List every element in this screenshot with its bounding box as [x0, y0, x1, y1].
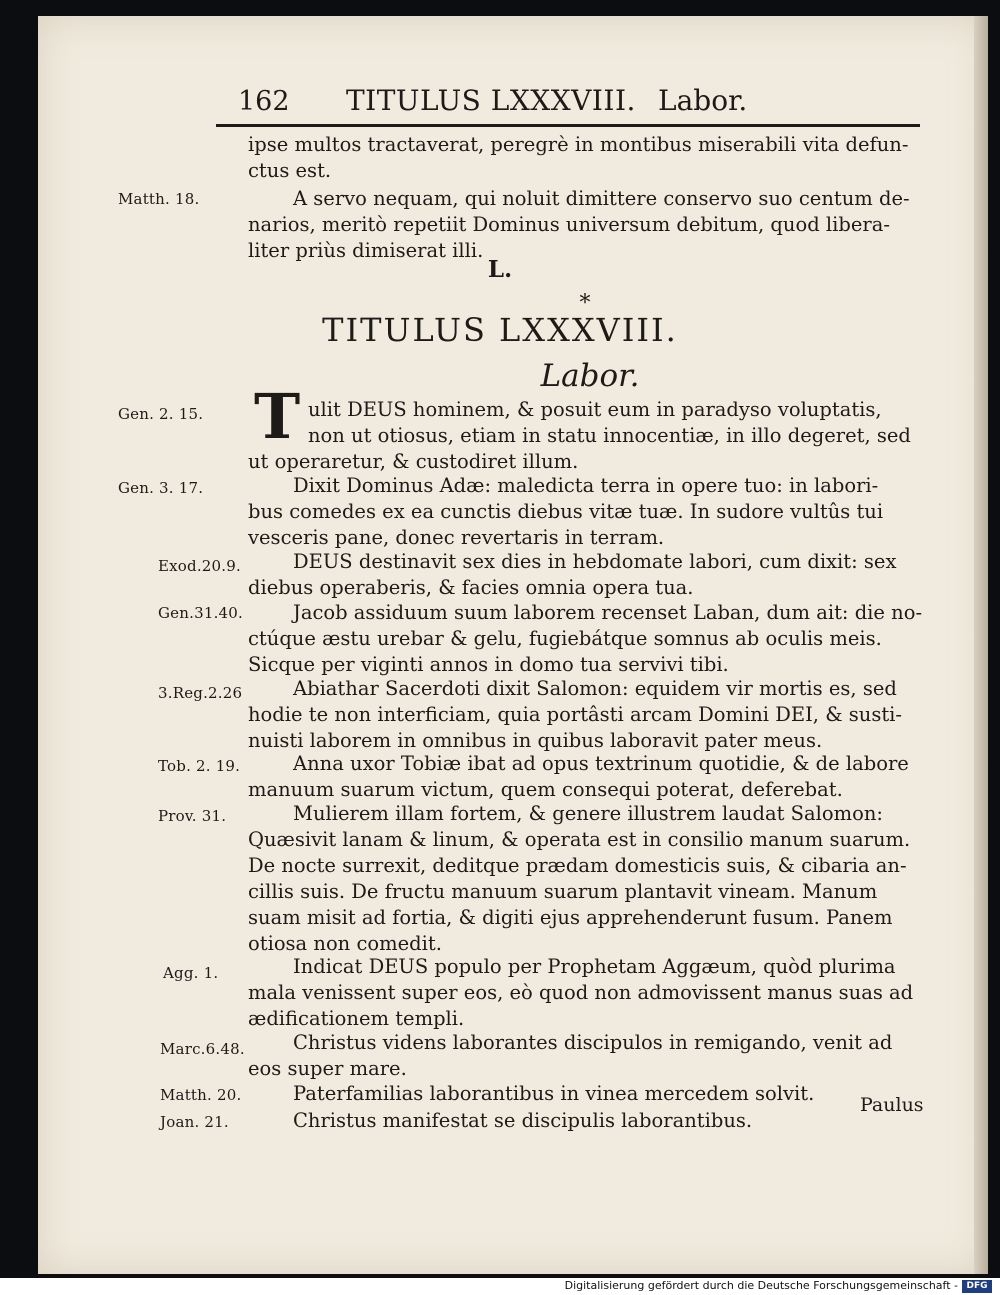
drop-cap: T: [254, 380, 301, 453]
citation-ref: 3.Reg.2.26: [158, 684, 243, 702]
text-line: Jacob assiduum suum laborem recenset Laban, dum ait: die no-: [293, 601, 923, 624]
text-line: Mulierem illam fortem, & genere illustrem laudat Salomon:: [293, 802, 883, 825]
citation-ref: Gen. 2. 15.: [118, 405, 204, 423]
citation-ref: Matth. 20.: [160, 1086, 242, 1104]
text-line: Abiathar Sacerdoti dixit Salomon: equidem vir mortis es, sed: [293, 677, 897, 700]
text-line: Sicque per viginti annos in domo tua servivi tibi.: [248, 653, 729, 676]
page-edge: [974, 16, 988, 1274]
text-line: De nocte surrexit, deditque prædam domesticis suis, & cibaria an-: [248, 854, 907, 877]
text-line: ipse multos tractaverat, peregrè in montibus miserabili vita defun-: [248, 133, 909, 156]
citation-text: [248, 676, 913, 754]
text-line: otiosa non comedit.: [248, 932, 442, 955]
running-title: TITULUS LXXXVIII.: [346, 84, 636, 117]
text-line: ulit DEUS hominem, & posuit eum in paradyso voluptatis,: [308, 398, 882, 421]
text-line: DEUS destinavit sex dies in hebdomate labori, cum dixit: sex: [293, 550, 897, 573]
citation-text: [248, 954, 913, 1032]
text-line: narios, meritò repetiit Dominus universum debitum, quod libera-: [248, 213, 890, 236]
footer-credit: Digitalisierung gefördert durch die Deutsche Forschungsgemeinschaft -: [564, 1279, 958, 1292]
page-number: 162: [238, 86, 290, 117]
text-line: A servo nequam, qui noluit dimittere conservo suo centum de-: [293, 187, 910, 210]
citation-text: [308, 397, 923, 449]
text-line: ut operaretur, & custodiret illum.: [248, 450, 579, 473]
text-line: mala venissent super eos, eò quod non admovissent manus suas ad: [248, 981, 914, 1004]
text-line: cillis suis. De fructu manuum suarum plantavit vineam. Manum: [248, 880, 878, 903]
citation-text: [248, 186, 913, 264]
citation-ref: Matth. 18.: [118, 190, 200, 208]
continuation-text: [248, 132, 913, 184]
citation-ref: Exod.20.9.: [158, 557, 241, 575]
text-line: Anna uxor Tobiæ ibat ad opus textrinum quotidie, & de labore: [293, 752, 909, 775]
citation-text: [248, 751, 913, 803]
citation-text: [248, 801, 913, 957]
chapter-title: TITULUS LXXXVIII.: [322, 311, 678, 349]
text-line: Christus videns laborantes discipulos in remigando, venit ad: [293, 1031, 893, 1054]
text-line: liter priùs dimiserat illi.: [248, 239, 484, 262]
catchword: Paulus: [860, 1094, 924, 1116]
citation-ref: Prov. 31.: [158, 807, 227, 825]
text-line: hodie te non interficiam, quia portâsti arcam Domini DEI, & susti-: [248, 703, 902, 726]
citation-text: [248, 473, 913, 551]
citation-ref: Tob. 2. 19.: [158, 757, 241, 775]
citation-ref: Marc.6.48.: [160, 1040, 245, 1058]
text-line: manuum suarum victum, quem consequi poterat, deferebat.: [248, 778, 843, 801]
text-line: non ut otiosus, etiam in statu innocentiæ, in illo degeret, sed: [308, 424, 911, 447]
running-word: Labor.: [658, 84, 748, 117]
citation-text: [248, 1030, 913, 1082]
citation-text: [248, 549, 913, 601]
text-line: ctus est.: [248, 159, 332, 182]
footer-bar: [0, 1278, 1000, 1295]
citation-ref: Gen.31.40.: [158, 604, 243, 622]
text-line: ædificationem templi.: [248, 1007, 465, 1030]
text-line: Dixit Dominus Adæ: maledicta terra in opere tuo: in labori-: [293, 474, 879, 497]
text-line: nuisti laborem in omnibus in quibus laboravit pater meus.: [248, 729, 823, 752]
text-line: eos super mare.: [248, 1057, 407, 1080]
text-line: suam misit ad fortia, & digiti ejus apprehenderunt fusum. Panem: [248, 906, 893, 929]
citation-text: [248, 1108, 913, 1134]
text-line: diebus operaberis, & facies omnia opera tua.: [248, 576, 694, 599]
text-line: Quæsivit lanam & linum, & operata est in consilio manum suarum.: [248, 828, 911, 851]
dfg-logo[interactable]: DFG: [962, 1280, 992, 1293]
header-rule: [216, 124, 920, 127]
asterisk-mark: *: [579, 291, 591, 316]
text-line: Paterfamilias laborantibus in vinea mercedem solvit.: [293, 1082, 815, 1105]
citation-ref: Joan. 21.: [160, 1113, 229, 1131]
text-line: bus comedes ex ea cunctis diebus vitæ tuæ. In sudore vultûs tui: [248, 500, 884, 523]
citation-ref: Gen. 3. 17.: [118, 479, 204, 497]
citation-ref: Agg. 1.: [163, 964, 219, 982]
citation-text: [248, 600, 923, 678]
text-line: Christus manifestat se discipulis laborantibus.: [293, 1109, 753, 1132]
text-line: ctúque æstu urebar & gelu, fugiebátque somnus ab oculis meis.: [248, 627, 882, 650]
section-marker: L.: [487, 256, 513, 283]
chapter-subtitle: Labor.: [540, 358, 640, 394]
citation-text: [248, 1081, 913, 1107]
text-line: Indicat DEUS populo per Prophetam Aggæum, quòd plurima: [293, 955, 896, 978]
citation-text-cont: [248, 449, 913, 475]
text-line: vesceris pane, donec revertaris in terram.: [248, 526, 665, 549]
